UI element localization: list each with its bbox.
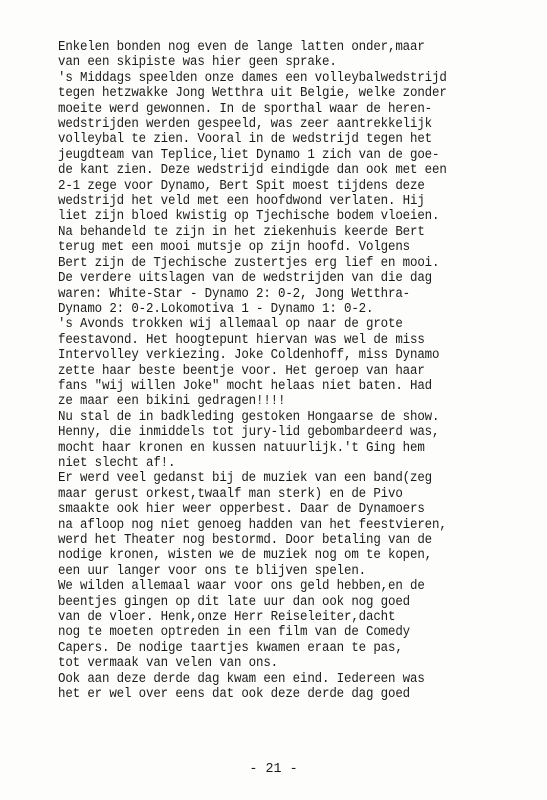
text-line: een uur langer voor ons te blijven spelen. xyxy=(58,563,367,579)
text-line: Dynamo 2: 0-2.Lokomotiva 1 - Dynamo 1: 0-2. xyxy=(58,301,374,317)
text-line: nodige kronen, wisten we de muziek nog om te kopen, xyxy=(58,548,433,564)
text-line: Intervolley verkiezing. Joke Coldenhoff, miss Dynamo xyxy=(58,348,440,364)
text-line: moeite werd gewonnen. In de sporthal waar de heren- xyxy=(58,101,433,117)
text-line: jeugdteam van Teplice,liet Dynamo 1 zich van de goe- xyxy=(58,147,440,163)
text-line: na afloop nog niet genoeg hadden van het feestvieren, xyxy=(58,517,447,533)
text-line: niet slecht af!. xyxy=(58,455,176,471)
text-line: van een skipiste was hier geen sprake. xyxy=(58,55,337,71)
text-line: Nu stal de in badkleding gestoken Hongaarse de show. xyxy=(58,409,440,425)
text-line: nog te moeten optreden in een film van de Comedy xyxy=(58,625,411,641)
body-text xyxy=(58,40,528,702)
page-number: - 21 - xyxy=(249,762,298,777)
text-line: tegen hetzwakke Jong Wetthra uit Belgie, welke zonder xyxy=(58,86,447,102)
text-line: zette haar beste beentje voor. Het geroep van haar xyxy=(58,363,425,379)
text-line: feestavond. Het hoogtepunt hiervan was wel de miss xyxy=(58,332,425,348)
text-line: wedstrijden werden gespeeld, was zeer aantrekkelijk xyxy=(58,117,433,133)
text-line: smaakte ook hier weer opperbest. Daar de Dynamoers xyxy=(58,502,425,518)
text-line: Na behandeld te zijn in het ziekenhuis keerde Bert xyxy=(58,224,425,240)
text-line: wedstrijd het veld met een hoofdwond verlaten. Hij xyxy=(58,194,425,210)
text-line: We wilden allemaal waar voor ons geld hebben,en de xyxy=(58,579,425,595)
text-line: 2-1 zege voor Dynamo, Bert Spit moest tijdens deze xyxy=(58,178,425,194)
text-line: de kant zien. Deze wedstrijd eindigde dan ook met een xyxy=(58,163,447,179)
text-line: beentjes gingen op dit late uur dan ook nog goed xyxy=(58,594,411,610)
text-line: Capers. De nodige taartjes kwamen eraan te pas, xyxy=(58,640,403,656)
text-line: Enkelen bonden nog even de lange latten onder,maar xyxy=(58,40,425,55)
text-line: ze maar een bikini gedragen!!!! xyxy=(58,394,286,410)
text-line: Ook aan deze derde dag kwam een eind. Iedereen was xyxy=(58,671,425,687)
text-line: tot vermaak van velen van ons. xyxy=(58,656,279,672)
text-line: volleybal te zien. Vooral in de wedstrijd tegen het xyxy=(58,132,433,148)
text-line: terug met een mooi mutsje op zijn hoofd. Volgens xyxy=(58,240,411,256)
text-line: 's Avonds trokken wij allemaal op naar de grote xyxy=(58,317,403,333)
text-line: fans "wij willen Joke" mocht helaas niet baten. Had xyxy=(58,378,433,394)
text-line: maar gerust orkest,twaalf man sterk) en de Pivo xyxy=(58,486,403,502)
text-line: 's Middags speelden onze dames een volleybalwedstrijd xyxy=(58,70,447,86)
text-line: Bert zijn de Tjechische zustertjes erg lief en mooi. xyxy=(58,255,440,271)
text-line: Er werd veel gedanst bij de muziek van een band(zeg xyxy=(58,471,433,487)
text-line: De verdere uitslagen van de wedstrijden van die dag xyxy=(58,271,433,287)
text-line: mocht haar kronen en kussen natuurlijk.'t Ging hem xyxy=(58,440,425,456)
text-line: van de vloer. Henk,onze Herr Reiseleiter,dacht xyxy=(58,610,396,626)
text-line: liet zijn bloed kwistig op Tjechische bodem vloeien. xyxy=(58,209,440,225)
text-line: werd het Theater nog bestormd. Door betaling van de xyxy=(58,533,433,548)
text-line: Henny, die inmiddels tot jury-lid gebombardeerd was, xyxy=(58,425,440,441)
text-line: waren: White-Star - Dynamo 2: 0-2, Jong Wetthra- xyxy=(58,286,411,302)
text-line: het er wel over eens dat ook deze derde dag goed xyxy=(58,687,411,703)
